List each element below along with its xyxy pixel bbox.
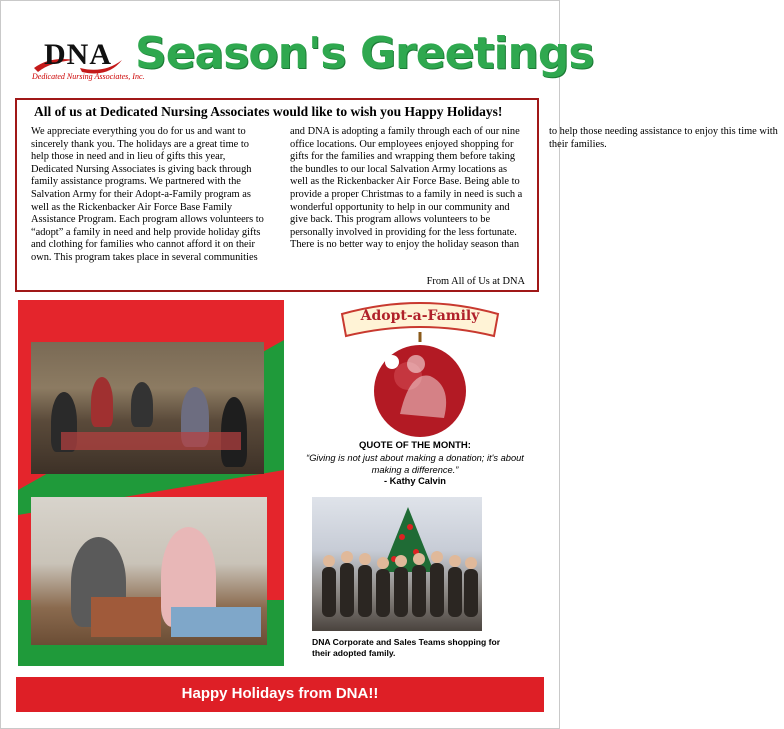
holiday-message-box [15, 98, 778, 292]
footer-banner [16, 677, 544, 712]
store-photo-caption: DNA Corporate and Sales Teams shopping for their adopted family. [312, 637, 501, 658]
message-body: We appreciate everything you do for us and want to sincerely thank you. The holidays are a great time to help those in need and in lieu of gifts this year, Dedicated Nursing Associates is giving back through family assistance programs. We partnered with the Salvation Army for their Adopt-a-Family program as well as the Rickenbacker Air Force Base Family Assistance Program. Each program allows volunteers to “adopt” a family in need and help provide holiday gifts and clothing for families who cannot afford it on their own. This program takes place in several communities and DNA is adopting a family through each of our nine office locations. Our employees enjoyed shopping for gifts for the families and wrapping them before taking the bundles to our local Salvation Army locations as well as the Rickenbacker Air Force Base. Being able to provide a proper Christmas to a family in need is such a wonderful opportunity to help in our community and give back. This program allows volunteers to be personally involved in providing for the less fortunate. There is no better way to enjoy the holiday season than to help those needing assistance to enjoy this time with their families. [31, 126, 778, 263]
adopt-banner-text: Adopt-a-Family [360, 308, 480, 324]
quote-author: - Kathy Calvin [384, 476, 446, 486]
gift-wrapping-photo [31, 342, 264, 474]
logo-subtext: Dedicated Nursing Associates, Inc. [32, 72, 145, 81]
page-title: Season's Greetings [135, 28, 594, 79]
message-heading: All of us at Dedicated Nursing Associates would like to wish you Happy Holidays! [34, 104, 503, 119]
message-signature: From All of Us at DNA [426, 276, 525, 287]
photo-collage [18, 300, 284, 666]
dna-logo [30, 38, 145, 96]
quote-heading: QUOTE OF THE MONTH: [359, 440, 471, 451]
quote-text: “Giving is not just about making a donation; it's about making a difference.” [306, 453, 524, 475]
adopt-a-family-graphic [340, 296, 500, 438]
store-team-photo [312, 497, 482, 631]
christmas-tree-icon [312, 497, 482, 631]
footer-text: Happy Holidays from DNA!! [181, 685, 379, 702]
volunteers-wrapping-photo [31, 497, 267, 645]
logo-text: DNA [44, 38, 112, 71]
